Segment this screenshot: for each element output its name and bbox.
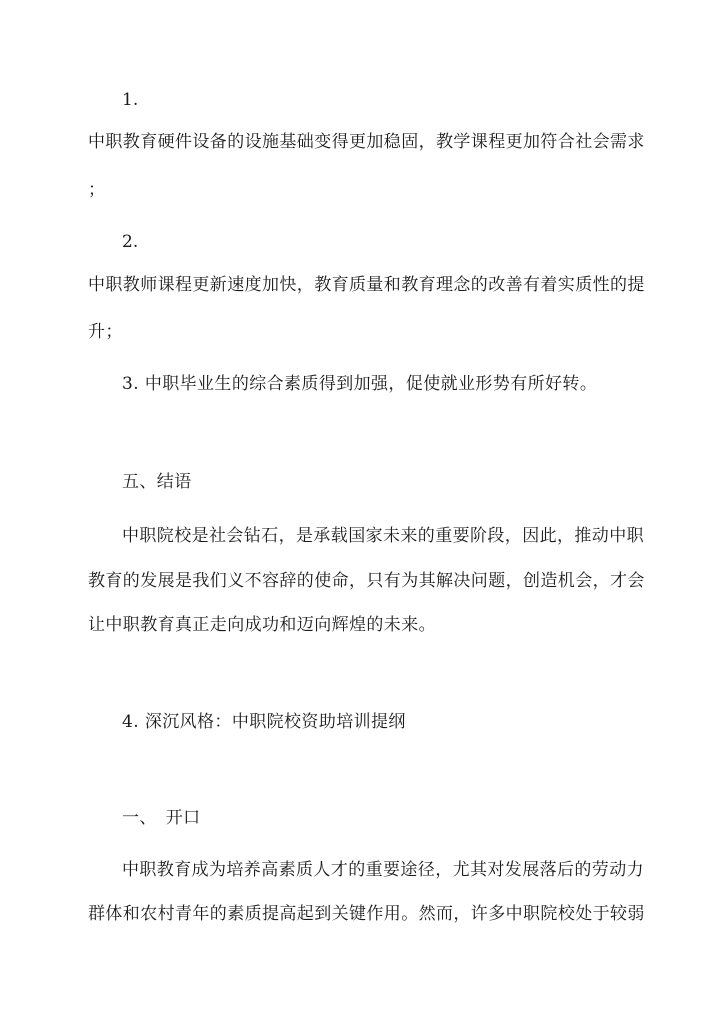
list-item-1-text-line-1: 中职教育硬件设备的设施基础变得更加稳固，教学课程更加符合社会需求 bbox=[88, 132, 645, 152]
section-1-heading: 一、 开口 bbox=[122, 808, 201, 828]
list-item-1-number: 1. bbox=[122, 90, 139, 110]
section-1-paragraph-line-2: 群体和农村青年的素质提高起到关键作用。然而，许多中职院校处于较弱 bbox=[88, 904, 645, 924]
section-5-heading: 五、结语 bbox=[122, 472, 192, 492]
section-5-paragraph-line-1: 中职院校是社会钻石，是承载国家未来的重要阶段，因此，推动中职 bbox=[122, 526, 644, 546]
list-item-3-text: 3. 中职毕业生的综合素质得到加强，促使就业形势有所好转。 bbox=[122, 374, 598, 394]
list-item-2-number: 2. bbox=[122, 232, 139, 252]
section-5-paragraph-line-3: 让中职教育真正走向成功和迈向辉煌的未来。 bbox=[88, 615, 436, 635]
list-item-2-text-line-1: 中职教师课程更新速度加快，教育质量和教育理念的改善有着实质性的提 bbox=[88, 275, 645, 295]
list-item-2-text-line-2: 升； bbox=[88, 322, 123, 342]
style-4-title: 4. 深沉风格：中职院校资助培训提纲 bbox=[122, 712, 406, 732]
section-1-paragraph-line-1: 中职教育成为培养高素质人才的重要途径，尤其对发展落后的劳动力 bbox=[122, 860, 644, 880]
list-item-1-text-line-2: ； bbox=[88, 180, 106, 200]
section-5-paragraph-line-2: 教育的发展是我们义不容辞的使命，只有为其解决问题，创造机会，才会 bbox=[88, 571, 645, 591]
